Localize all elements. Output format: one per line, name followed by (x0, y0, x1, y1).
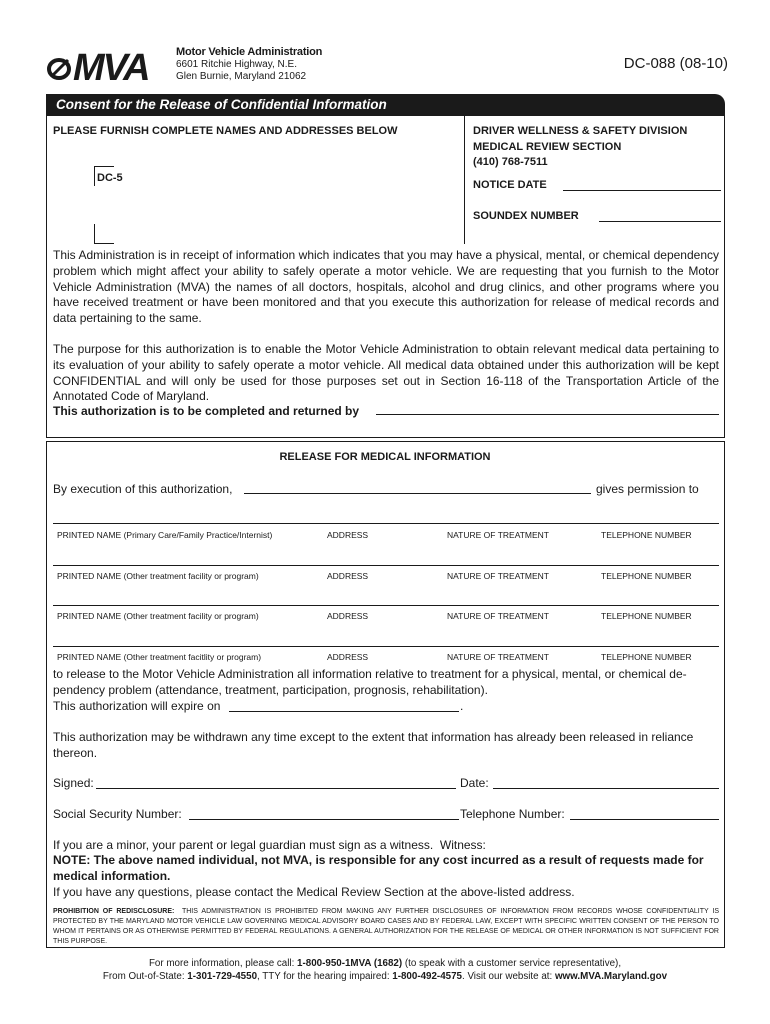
svg-text:MVA: MVA (73, 47, 149, 88)
provider-3-phone-label: TELEPHONE NUMBER (601, 611, 692, 621)
form-number: DC-088 (08-10) (623, 55, 728, 72)
return-by-date-field[interactable] (376, 414, 719, 415)
soundex-number-label: SOUNDEX NUMBER (473, 210, 579, 222)
ssn-label: Social Security Number: (53, 807, 182, 821)
division-heading (473, 124, 687, 171)
provider-2-phone-label: TELEPHONE NUMBER (601, 571, 692, 581)
gives-permission-label: gives permission to (596, 482, 699, 496)
provider-row-4-line[interactable] (53, 646, 719, 647)
footer-outofstate-label: From Out-of-State: (102, 970, 188, 982)
footer (0, 958, 770, 983)
footer-website-link[interactable]: www.MVA.Maryland.gov (554, 970, 668, 982)
section-separator-top (46, 437, 725, 438)
minor-text: If you are a minor, your parent or legal guardian must sign as a witness. (53, 838, 434, 852)
patient-name-field[interactable] (244, 493, 591, 494)
provider-1-phone-label: TELEPHONE NUMBER (601, 530, 692, 540)
footer-tty-label: , TTY for the hearing impaired: (257, 970, 393, 982)
mva-logo (46, 44, 174, 88)
names-addresses-heading: PLEASE FURNISH COMPLETE NAMES AND ADDRESSES BELOW (53, 125, 398, 137)
provider-4-name-label: PRINTED NAME (Other treatment facitlity or program) (57, 652, 262, 662)
by-execution-label: By execution of this authorization, (53, 482, 233, 496)
ssn-field[interactable] (189, 819, 459, 820)
provider-4-treatment-label: NATURE OF TREATMENT (447, 652, 549, 662)
mva-logo-icon (46, 44, 174, 88)
agency-name: Motor Vehicle Administration (176, 46, 323, 58)
footer-line-1 (0, 958, 770, 971)
prohibition-notice (53, 907, 719, 947)
provider-4-phone-label: TELEPHONE NUMBER (601, 652, 692, 662)
footer-outofstate-phone: 1-301-729-4550 (187, 970, 258, 982)
expiration-date-field[interactable] (229, 711, 459, 712)
purpose-paragraph: The purpose for this authorization is to enable the Motor Vehicle Administration to obtain relevant medical data pertaining to its evaluation of your ability to safely operate a motor vehicle. All medical data obtained under this authorization will be kept CONFIDENTIAL and will only be used for those purposes set out in Section 16-118 of the Transportation Article of the Annotated Code of Maryland. (53, 342, 719, 404)
prohibition-heading: PROHIBITION OF REDISCLOSURE: (53, 908, 175, 915)
notice-date-label: NOTICE DATE (473, 179, 547, 191)
prohibition-text: THIS ADMINISTRATION IS PROHIBITED FROM MAKING ANY FURTHER DISCLOSURES OF INFORMATION FROM RECORDS WHOSE CONFIDENTIALITY IS PROTECTED BY THE MARYLAND MOTOR VEHICLE LAW GOVERNING MEDICAL ADVISORY BOARD CASES AND BY FEDERAL LAW, EXCEPT WITH SPECIFIC WRITTEN CONSENT OF THE PERSON TO WHOM IT PERTAINS OR AS OTHERWISE PERMITTED BY FEDERAL REGULATIONS. A GENERAL AUTHORIZATION FOR THE RELEASE OF MEDICAL OR OTHER INFORMATION IS NOT SUFFICIENT FOR THIS PURPOSE. (53, 908, 720, 945)
column-divider (464, 116, 465, 244)
provider-3-name-label: PRINTED NAME (Other treatment facility or program) (57, 611, 259, 621)
expire-period: . (460, 699, 464, 713)
witness-label: Witness: (439, 838, 486, 852)
minor-witness-text (53, 838, 486, 854)
provider-4-address-label: ADDRESS (327, 652, 369, 662)
footer-main-phone: 1-800-950-1MVA (1682) (297, 958, 403, 969)
provider-1-address-label: ADDRESS (327, 530, 369, 540)
form-title: Consent for the Release of Confidential Information (46, 94, 725, 116)
questions-text: If you have any questions, please contact the Medical Review Section at the above-listed address. (53, 885, 575, 899)
provider-3-address-label: ADDRESS (327, 611, 369, 621)
agency-address-1: 6601 Ritchie Highway, N.E. (176, 58, 297, 70)
section-phone: (410) 768-7511 (473, 156, 548, 168)
release-text-line-2: pendency problem (attendance, treatment, participation, prognosis, rehabilitation). (53, 683, 488, 697)
withdraw-text: This authorization may be withdrawn any time except to the extent that information has already been released in reliance thereon. (53, 730, 694, 760)
footer-tty-phone: 1-800-492-4575 (392, 970, 462, 982)
agency-address-2: Glen Burnie, Maryland 21062 (176, 71, 307, 82)
division-name: DRIVER WELLNESS & SAFETY DIVISION (473, 125, 688, 137)
release-text-line-1: to release to the Motor Vehicle Administration all information relative to treatment for a physical, mental, or chemical de- (53, 667, 687, 681)
footer-line-2 (0, 971, 770, 984)
telephone-field[interactable] (570, 819, 719, 820)
signature-date-field[interactable] (493, 788, 719, 789)
provider-3-treatment-label: NATURE OF TREATMENT (447, 611, 549, 621)
cost-note: NOTE: The above named individual, not MVA, is responsible for any cost incurred as a result of requests made for medical information. (53, 853, 704, 883)
date-label: Date: (460, 776, 489, 790)
footer-call-note: (to speak with a customer service representative), (402, 958, 622, 969)
dc5-label: DC-5 (97, 172, 123, 184)
section-name: MEDICAL REVIEW SECTION (473, 140, 622, 153)
soundex-number-field[interactable] (599, 221, 721, 222)
footer-website-label: . Visit our website at: (462, 970, 555, 982)
address-window-corner-bottom (94, 224, 114, 244)
agency-block (176, 46, 322, 84)
expire-label: This authorization will expire on (53, 699, 221, 713)
notice-date-field[interactable] (563, 190, 721, 191)
provider-1-treatment-label: NATURE OF TREATMENT (447, 530, 549, 540)
provider-1-name-label: PRINTED NAME (Primary Care/Family Practice/Internist) (57, 530, 273, 540)
telephone-label: Telephone Number: (460, 807, 565, 821)
provider-row-2-line[interactable] (53, 565, 719, 566)
release-title: RELEASE FOR MEDICAL INFORMATION (279, 451, 491, 463)
signature-field[interactable] (96, 788, 456, 789)
provider-2-treatment-label: NATURE OF TREATMENT (447, 571, 549, 581)
provider-2-address-label: ADDRESS (327, 571, 369, 581)
signed-label: Signed: (53, 776, 94, 790)
provider-2-name-label: PRINTED NAME (Other treatment facility or program) (57, 571, 259, 581)
provider-row-1-line[interactable] (53, 523, 719, 524)
provider-row-3-line[interactable] (53, 605, 719, 606)
intro-paragraph: This Administration is in receipt of information which indicates that you may have a physical, mental, or chemical dependency problem which might affect your ability to safely operate a motor vehicle. We are requesting that you furnish to the Motor Vehicle Administration (MVA) the names of all doctors, hospitals, alcohol and drug clinics, and other programs where you have received treatment or have been monitored and that you execute this authorization for release of medical records and data pertaining to the same. (53, 248, 719, 326)
footer-call-label: For more information, please call: (148, 958, 298, 969)
completed-by-label: This authorization is to be completed and returned by (53, 404, 360, 418)
